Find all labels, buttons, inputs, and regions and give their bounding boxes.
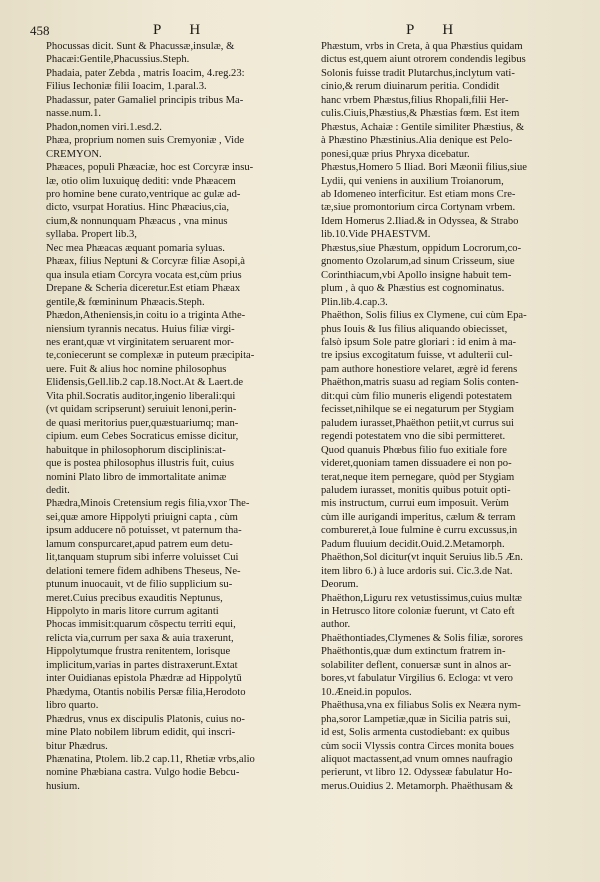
dictionary-entry [321, 699, 573, 793]
entry-line: dicto, vsurpat Horatius. Hinc Phæacius,cia, [46, 202, 230, 214]
dictionary-entry [46, 753, 312, 793]
entry-line: falsò ipsum Sole patre gloriari : id enim à ma- [321, 336, 517, 348]
entry-line: habuitque in philosophorum disciplinis:at- [46, 444, 226, 456]
entry-line: pha,soror Lampetiæ,quæ in Sicilia patris sui, [321, 713, 511, 725]
entry-line: mine Plato nobilem librum edidit, qui inscri- [46, 727, 236, 739]
dictionary-entry [321, 161, 573, 242]
dictionary-entry [321, 309, 573, 551]
entry-line: Phadon,nomen viri.1.esd.2. [46, 121, 162, 133]
entry-line: (vt quidam scripserunt) seruiuit lenoni,perin- [46, 404, 237, 416]
entry-line: Phæaces, populi Phæaciæ, hoc est Corcyræ insu- [46, 162, 254, 174]
entry-line: Phadassur, pater Gamaliel principis tribus Ma- [46, 94, 244, 106]
entry-line: libro quarto. [46, 700, 99, 712]
dictionary-entry [46, 161, 312, 242]
entry-line: author. [321, 619, 351, 631]
entry-line: niensium tyrannis necatus. Huius filiæ virgi- [46, 323, 235, 335]
entry-line: uere. Fuit & alius hoc nomine philosophus [46, 363, 227, 375]
entry-line: cùm ille aurigandi imperitus, cælum & terram [321, 511, 516, 523]
entry-line: Solonis fuisse tradit Plutarchus,inclytum vati- [321, 67, 515, 79]
entry-line: hanc vrbem Phæstus,filius Rhopali,filii Her- [321, 94, 509, 106]
entry-line: perierunt, vt libro 12. Odysseæ fabulatur Ho- [321, 767, 513, 779]
entry-line: de quasi meritorius puer,quæstuariumq; man- [46, 417, 239, 429]
dictionary-entry [46, 686, 312, 713]
entry-line: Phædyma, Otantis nobilis Persæ filia,Herodoto [46, 686, 246, 698]
entry-line: cipium. eum Cebes Socraticus emisse dicitur, [46, 431, 239, 443]
entry-line: Phaëthon,matris suasu ad regiam Solis conten- [321, 377, 519, 389]
entry-line: in Hetrusco litore coloniæ fuerunt, vt Cato eft [321, 606, 515, 618]
entry-line: Phocas immisit:quarum cōspectu territi equi, [46, 619, 236, 631]
entry-line: Lydii, qui veniens in auxilium Troianorum, [321, 175, 504, 187]
entry-line: cinio,& rerum diuinarum peritia. Condidit [321, 81, 500, 93]
entry-line: item libro 6.) à luce ardoris sui. Cic.3.de Nat. [321, 565, 513, 577]
entry-line: id est, Solis armenta custodiebant: ex quibus [321, 727, 510, 739]
entry-line: nomine Phæbiana castra. Vulgo hodie Bebcu- [46, 767, 240, 779]
entry-line: syllaba. Propert lib.3, [46, 229, 137, 241]
dictionary-entry [46, 242, 312, 255]
dictionary-entry [46, 134, 312, 161]
entry-line: que is postea philosophus illustris fuit, cuius [46, 458, 235, 470]
running-header [0, 22, 600, 42]
entry-line: à Phæstino Phæstinius.Alia denique est Pelo- [321, 135, 513, 147]
entry-line: Padum fluuium decidit.Ouid.2.Metamorph. [321, 538, 505, 550]
entry-line: Phæstus, Achaiæ : Gentile similiter Phæstius, & [321, 121, 525, 133]
entry-line: Phacæi:Gentile,Phacussius.Steph. [46, 54, 190, 66]
entry-line: læ, otio olim luxuiquę dediti: vnde Phæacem [46, 175, 236, 187]
entry-line: Phaëthon, Solis filius ex Clymene, cui cùm Epa- [321, 310, 527, 322]
entry-line: nasse.num.1. [46, 108, 102, 120]
entry-line: Phaëthusa,vna ex filiabus Solis ex Neæra nym- [321, 700, 521, 712]
entry-line: plum , à quo & Phæstius est cognominatus. [321, 283, 505, 295]
entry-line: Phadaia, pater Zebda , matris Ioacim, 4.reg.23: [46, 67, 245, 79]
entry-line: delationi temere fidem adhibens Theseus, Ne- [46, 565, 241, 577]
left-column [46, 40, 312, 793]
entry-line: qua insula etiam Corcyra vocata est,cùm prius [46, 269, 242, 281]
entry-line: meret.Cuius precibus exauditis Neptunus, [46, 592, 223, 604]
dictionary-entry [321, 40, 573, 161]
entry-line: dit:qui cùm filio muneris eligendi potestatem [321, 390, 512, 402]
right-column [321, 40, 573, 793]
entry-line: pro homine bene curato,ventrique ac gulæ ad- [46, 188, 241, 200]
dictionary-entry [46, 497, 312, 685]
entry-line: videret,quoniam tamen dissuadere ei non po- [321, 458, 512, 470]
entry-line: gnomento Ozolarum,ad sinum Crisseum, siue [321, 256, 515, 268]
entry-line: ponesi,quæ prius Phryxa dicebatur. [321, 148, 470, 160]
entry-line: Filius Iechoniæ filii Ioacim, 1.paral.3. [46, 81, 207, 93]
entry-line: Idem Homerus 2.Iliad.& in Odyssea, & Strabo [321, 215, 519, 227]
entry-line: mis instructum, currui eum imposuit. Verùm [321, 498, 509, 510]
entry-line: cùm socii Vlyssis contra Circes monita boues [321, 740, 514, 752]
entry-line: inter Ouidianas epistola Phædræ ad Hippolytū [46, 673, 242, 685]
entry-line: bitur Phædrus. [46, 740, 108, 752]
entry-line: nomini Plato libro de immortalitate animæ [46, 471, 227, 483]
entry-line: Hippolytumque frustra renitentem, lorisque [46, 646, 231, 658]
entry-line: lamum conspurcaret,apud patrem eum detu- [46, 538, 233, 550]
entry-line: 10.Æneid.in populos. [321, 686, 412, 698]
dictionary-entry [321, 242, 573, 309]
entry-line: Phaëthon,Sol dicitur(vt inquit Seruius lib.5 Æn. [321, 552, 523, 564]
dictionary-entry [46, 121, 312, 134]
dictionary-entry [46, 67, 312, 94]
entry-line: Phæstum, vrbs in Creta, à qua Phæstius quidam [321, 41, 523, 52]
entry-line: paludem iurasset,Phaëthon petiit,vt currus sui [321, 417, 515, 429]
entry-line: te,coniecerunt se complexæ in puteum præcipita- [46, 350, 255, 362]
dictionary-entry [321, 551, 573, 591]
entry-line: phus Iouis & Ius filius aliquando obiecisset, [321, 323, 508, 335]
entry-line: lib.10.Vide PHAESTVM. [321, 229, 431, 241]
entry-line: solabiliter deflent, conuersæ sunt in alnos ar- [321, 659, 512, 671]
entry-line: ab Idomeneo interficitur. Est etiam mons Cre- [321, 188, 516, 200]
entry-line: Phaëthon,Liguru rex vetustissimus,cuius multæ [321, 592, 522, 604]
entry-line: Deorum. [321, 579, 359, 591]
left-column-heading: PH [153, 22, 229, 38]
entry-line: Nec mea Phæacas æquant pomaria syluas. [46, 242, 225, 254]
entry-line: culis.Ciuis,Phæstius,& Phæstias fœm. Est item [321, 108, 520, 120]
entry-line: Phænatina, Ptolem. lib.2 cap.11, Rhetiæ vrbs,alio [46, 754, 255, 766]
entry-line: Phædon,Atheniensis,in coitu io a triginta Athe- [46, 310, 246, 322]
entry-line: Plin.lib.4.cap.3. [321, 296, 388, 308]
entry-line: ptunum inuocauit, vt de filio supplicium su- [46, 579, 233, 591]
entry-line: implicitum,varias in partes distraxerunt.Extat [46, 659, 238, 671]
dictionary-entry [46, 40, 312, 67]
dictionary-entry [46, 94, 312, 121]
entry-line: CREMYON. [46, 148, 102, 160]
dictionary-entry [321, 592, 573, 632]
entry-line: combureret,à Ioue fulmine è curru excussus,in [321, 525, 518, 537]
right-column-heading: PH [406, 22, 482, 38]
entry-line: Phædra,Minois Cretensium regis filia,vxor The- [46, 498, 250, 510]
entry-line: tæ,siue promontorium circa Cortynam vrbem. [321, 202, 516, 214]
entry-line: Phaëthontiades,Clymenes & Solis filiæ, sorores [321, 632, 523, 644]
entry-line: bores,vt fabulatur Virgilius 6. Ecloga: vt vero [321, 673, 513, 685]
entry-line: Corinthiacum,vbi Apollo insigne habuit tem- [321, 269, 512, 281]
entry-line: nes erant,quæ vt virginitatem seruarent mor- [46, 336, 234, 348]
entry-line: tre ipsius excogitatum fuisse, vt adulterii cul- [321, 350, 513, 362]
entry-line: Quod quanuis Phœbus filio fuo exitiale fore [321, 444, 507, 456]
entry-line: fecisset,nihilque se ei negaturum per Stygiam [321, 404, 514, 416]
entry-line: lit,tanquam stuprum sibi inferre voluisset Cui [46, 552, 239, 564]
page-number: 458 [30, 23, 50, 38]
dictionary-entry [46, 309, 312, 497]
entry-line: Phædrus, vnus ex discipulis Platonis, cuius no- [46, 713, 245, 725]
entry-line: ipsum adducere nō potuisset, vt paternum tha- [46, 525, 242, 537]
entry-line: merus.Ouidius 2. Metamorph. Phaëthusam & [321, 780, 514, 792]
dictionary-entry [321, 632, 573, 699]
entry-line: regendi potestatem vno die sibi permitteret. [321, 431, 506, 443]
entry-line: Phocussas dicit. Sunt & Phacussæ,insulæ, & [46, 41, 235, 52]
dictionary-entry [46, 255, 312, 309]
dictionary-entry [46, 713, 312, 753]
entry-line: Hippolyto in maris litore currum agitanti [46, 606, 219, 618]
entry-line: cium,& nonnunquam Phæacus , vna minus [46, 215, 228, 227]
entry-line: dedit. [46, 484, 70, 496]
entry-line: Phaëthontis,quæ dum extinctum fratrem in- [321, 646, 506, 658]
entry-line: Phæa, proprium nomen suis Cremyoniæ , Vide [46, 135, 245, 147]
entry-line: dictus est,quem aiunt otrorem condendis legibus [321, 54, 526, 66]
entry-line: Eliđensis,Gell.lib.2 cap.18.Noct.At & Laert.de [46, 377, 244, 389]
entry-line: paludem iurasset, monitis quibus potuit opti- [321, 484, 511, 496]
entry-line: terat,neque item pernegare, quòd per Stygiam [321, 471, 515, 483]
entry-line: Drepane & Scheria diceretur.Est etiam Phæax [46, 283, 241, 295]
entry-line: sei,quæ amore Hippolyti priuigni capta , cùm [46, 511, 238, 523]
entry-line: Phæstus,siue Phæstum, oppidum Locrorum,co- [321, 242, 522, 254]
entry-line: relicta via,currum per saxa & auia traxerunt, [46, 632, 234, 644]
entry-line: Phæax, filius Neptuni & Corcyræ filiæ Asopi,à [46, 256, 245, 268]
entry-line: gentile,& fœmininum Phæacis.Steph. [46, 296, 205, 308]
entry-line: pam authore honestiore velaret, ægrè id ferens [321, 363, 518, 375]
entry-line: aliquot mactassent,ad vnum omnes naufragio [321, 754, 513, 766]
entry-line: Phæstus,Homero 5 Iliad. Bori Mæonii filius,siue [321, 162, 527, 174]
entry-line: Vita phil.Socratis auditor,ingenio liberali:qui [46, 390, 236, 402]
entry-line: husium. [46, 780, 80, 792]
